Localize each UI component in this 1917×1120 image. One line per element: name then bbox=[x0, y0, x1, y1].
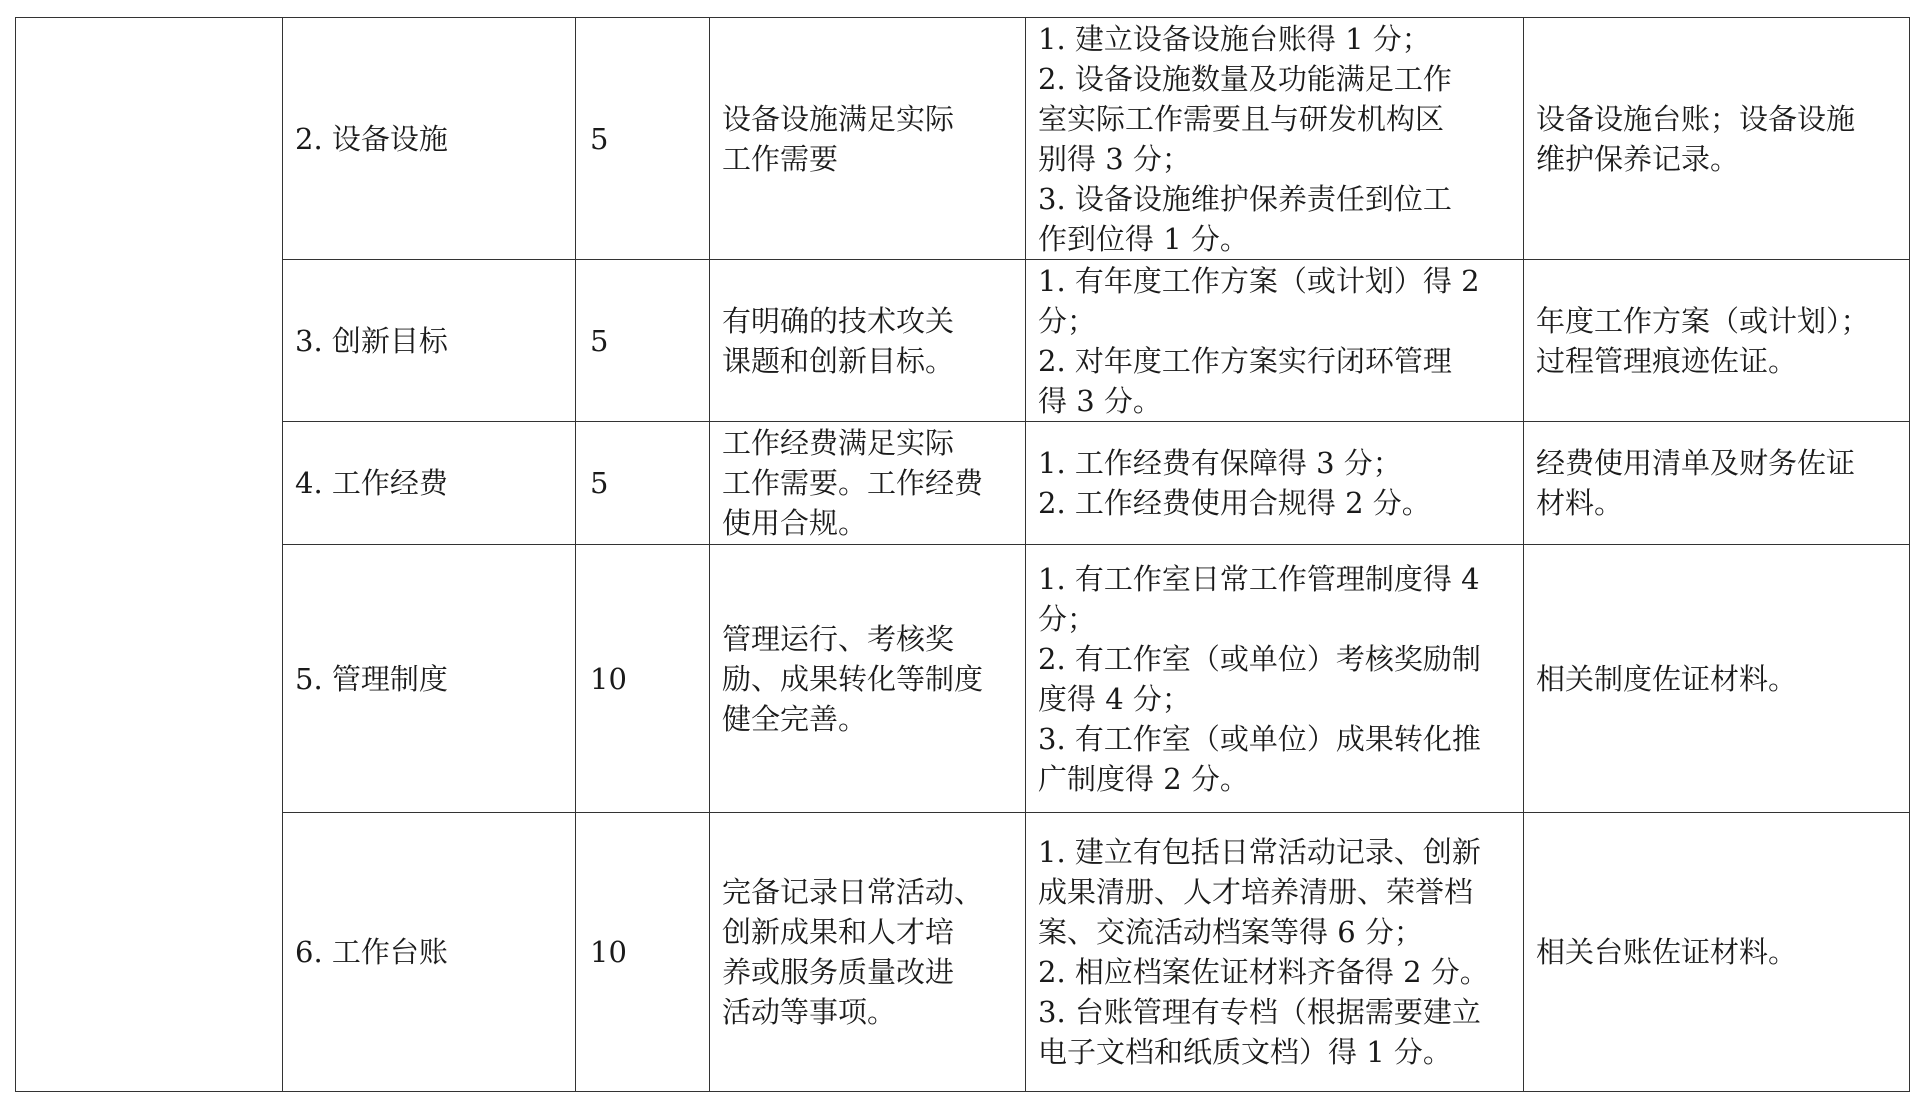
requirement-cell bbox=[710, 813, 1026, 1092]
item-cell bbox=[283, 813, 576, 1092]
criteria-cell bbox=[1026, 260, 1524, 422]
requirement-text: 完备记录日常活动、 bbox=[722, 875, 984, 909]
criteria-line: 2. 有工作室（或单位）考核奖励制 bbox=[1038, 641, 1481, 676]
evidence-cell bbox=[1524, 422, 1910, 545]
criteria-line: 分； bbox=[1038, 303, 1097, 338]
criteria-line: 2. 工作经费使用合规得 2 分。 bbox=[1038, 486, 1431, 520]
criteria-line: 3. 设备设施维护保养责任到位工 bbox=[1038, 181, 1452, 216]
requirement-text: 工作需要 bbox=[722, 141, 839, 176]
score-cell bbox=[576, 422, 710, 545]
evidence-cell bbox=[1524, 545, 1910, 813]
criteria-line: 电子文档和纸质文档）得 1 分。 bbox=[1038, 1035, 1452, 1069]
evidence-cell bbox=[1524, 18, 1910, 260]
score-value: 10 bbox=[590, 661, 627, 696]
evidence-cell bbox=[1524, 813, 1910, 1092]
criteria-line: 3. 有工作室（或单位）成果转化推 bbox=[1038, 721, 1481, 756]
score-cell bbox=[576, 260, 710, 422]
evidence-text: 材料。 bbox=[1536, 486, 1624, 520]
category-cell bbox=[16, 18, 283, 1092]
criteria-line: 2. 对年度工作方案实行闭环管理 bbox=[1038, 343, 1452, 378]
criteria-line: 作到位得 1 分。 bbox=[1038, 221, 1249, 256]
score-cell bbox=[576, 545, 710, 813]
table-row bbox=[16, 260, 1910, 422]
item-cell bbox=[283, 18, 576, 260]
criteria-line: 别得 3 分； bbox=[1038, 141, 1191, 176]
evidence-text: 经费使用清单及财务佐证 bbox=[1536, 446, 1856, 480]
criteria-line: 分； bbox=[1038, 601, 1097, 636]
item-label: 2. 设备设施 bbox=[295, 121, 448, 156]
score-cell bbox=[576, 18, 710, 260]
criteria-cell bbox=[1026, 18, 1524, 260]
requirement-cell bbox=[710, 18, 1026, 260]
criteria-line: 1. 建立设备设施台账得 1 分； bbox=[1038, 21, 1431, 56]
item-cell bbox=[283, 422, 576, 545]
criteria-line: 得 3 分。 bbox=[1038, 383, 1162, 418]
criteria-line: 3. 台账管理有专档（根据需要建立 bbox=[1038, 995, 1481, 1029]
requirement-text: 工作经费满足实际 bbox=[722, 426, 955, 460]
requirement-text: 设备设施满足实际 bbox=[722, 101, 955, 136]
item-label: 5. 管理制度 bbox=[295, 661, 448, 696]
requirement-text: 使用合规。 bbox=[722, 506, 868, 540]
requirement-text: 管理运行、考核奖 bbox=[722, 621, 955, 656]
criteria-cell bbox=[1026, 545, 1524, 813]
criteria-line: 1. 建立有包括日常活动记录、创新 bbox=[1038, 835, 1481, 869]
requirement-text: 养或服务质量改进 bbox=[722, 955, 955, 989]
criteria-line: 广制度得 2 分。 bbox=[1038, 761, 1249, 796]
evidence-text: 过程管理痕迹佐证。 bbox=[1536, 343, 1798, 378]
requirement-text: 创新成果和人才培 bbox=[722, 915, 955, 949]
criteria-line: 2. 相应档案佐证材料齐备得 2 分。 bbox=[1038, 955, 1489, 989]
evidence-text: 相关制度佐证材料。 bbox=[1536, 661, 1798, 696]
criteria-cell bbox=[1026, 422, 1524, 545]
criteria-line: 1. 工作经费有保障得 3 分； bbox=[1038, 446, 1402, 480]
evidence-cell bbox=[1524, 260, 1910, 422]
item-label: 4. 工作经费 bbox=[295, 466, 448, 500]
requirement-cell bbox=[710, 260, 1026, 422]
item-label: 3. 创新目标 bbox=[295, 323, 448, 358]
evidence-text: 维护保养记录。 bbox=[1536, 141, 1740, 176]
score-value: 5 bbox=[590, 466, 609, 500]
item-cell bbox=[283, 260, 576, 422]
requirement-text: 健全完善。 bbox=[722, 701, 868, 736]
criteria-line: 室实际工作需要且与研发机构区 bbox=[1038, 101, 1445, 136]
criteria-line: 2. 设备设施数量及功能满足工作 bbox=[1038, 61, 1452, 96]
requirement-cell bbox=[710, 422, 1026, 545]
table-row bbox=[16, 545, 1910, 813]
table-row bbox=[16, 422, 1910, 545]
criteria-line: 成果清册、人才培养清册、荣誉档 bbox=[1038, 875, 1474, 909]
requirement-text: 活动等事项。 bbox=[722, 995, 897, 1029]
criteria-line: 1. 有年度工作方案（或计划）得 2 bbox=[1038, 263, 1480, 298]
requirement-text: 课题和创新目标。 bbox=[722, 343, 955, 378]
table-row bbox=[16, 813, 1910, 1092]
evidence-text: 年度工作方案（或计划）； bbox=[1536, 303, 1870, 338]
score-value: 5 bbox=[590, 121, 609, 156]
requirement-text: 励、成果转化等制度 bbox=[722, 661, 984, 696]
evaluation-table bbox=[15, 17, 1910, 1092]
score-value: 5 bbox=[590, 323, 609, 358]
item-label: 6. 工作台账 bbox=[295, 935, 448, 969]
requirement-cell bbox=[710, 545, 1026, 813]
criteria-line: 1. 有工作室日常工作管理制度得 4 bbox=[1038, 561, 1480, 596]
item-cell bbox=[283, 545, 576, 813]
criteria-cell bbox=[1026, 813, 1524, 1092]
criteria-line: 案、交流活动档案等得 6 分； bbox=[1038, 915, 1423, 949]
score-value: 10 bbox=[590, 935, 627, 969]
score-cell bbox=[576, 813, 710, 1092]
criteria-line: 度得 4 分； bbox=[1038, 681, 1191, 716]
evidence-text: 相关台账佐证材料。 bbox=[1536, 935, 1798, 969]
requirement-text: 有明确的技术攻关 bbox=[722, 303, 955, 338]
table-row bbox=[16, 18, 1910, 260]
evidence-text: 设备设施台账；设备设施 bbox=[1536, 101, 1856, 136]
requirement-text: 工作需要。工作经费 bbox=[722, 466, 984, 500]
